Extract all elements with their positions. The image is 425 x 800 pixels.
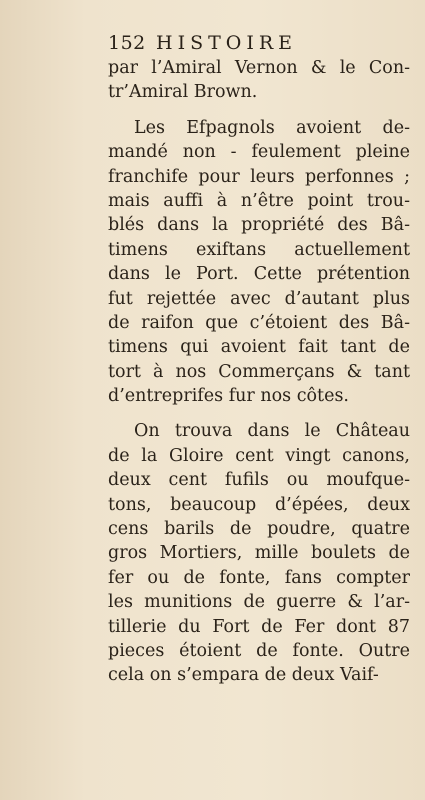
- page-header: [108, 32, 408, 56]
- text-line: timens qui avoient fait tant de: [108, 337, 410, 358]
- paragraph: [108, 116, 410, 409]
- text-line: pieces étoient de fonte. Outre: [108, 640, 410, 661]
- text-line: tort à nos Commerçans & tant: [108, 361, 410, 382]
- text-line: blés dans la propriété des Bâ-: [108, 215, 410, 236]
- running-head: HISTOIRE: [156, 32, 298, 54]
- text-line: On trouva dans le Château: [134, 421, 410, 442]
- text-line: fer ou de fonte, fans compter: [108, 567, 410, 588]
- text-line: gros Mortiers, mille boulets de: [108, 543, 410, 564]
- text-line: dans le Port. Cette prétention: [108, 264, 410, 285]
- text-line: les munitions de guerre & l’ar-: [108, 592, 410, 613]
- text-line: par l’Amiral Vernon & le Con-: [108, 58, 410, 78]
- text-line: deux cent fufils ou moufque-: [108, 470, 410, 491]
- text-line: franchife pour leurs perfonnes ;: [108, 166, 410, 187]
- text-line: timens exiftans actuellement: [108, 239, 410, 260]
- text-line: de raifon que c’étoient des Bâ-: [108, 312, 410, 333]
- text-line: Les Efpagnols avoient de-: [134, 117, 410, 138]
- text-line: tons, beaucoup d’épées, deux: [108, 494, 410, 515]
- text-line: cens barils de poudre, quatre: [108, 519, 410, 540]
- text-line: mais auffi à n’être point trou-: [108, 190, 410, 211]
- text-line: d’entreprifes fur nos côtes.: [108, 386, 349, 407]
- paragraph: [108, 419, 410, 687]
- paragraph: [108, 56, 410, 105]
- text-line: fut rejettée avec d’autant plus: [108, 288, 410, 309]
- text-line: cela on s’empara de deux Vaif-: [108, 665, 379, 686]
- text-line: de la Gloire cent vingt canons,: [108, 445, 410, 466]
- body-text: [108, 56, 410, 688]
- text-line: mandé non - feulement pleine: [108, 142, 410, 163]
- text-line: tr’Amiral Brown.: [108, 82, 258, 103]
- text-line: tillerie du Fort de Fer dont 87: [108, 616, 410, 637]
- page-number: 152: [108, 32, 146, 54]
